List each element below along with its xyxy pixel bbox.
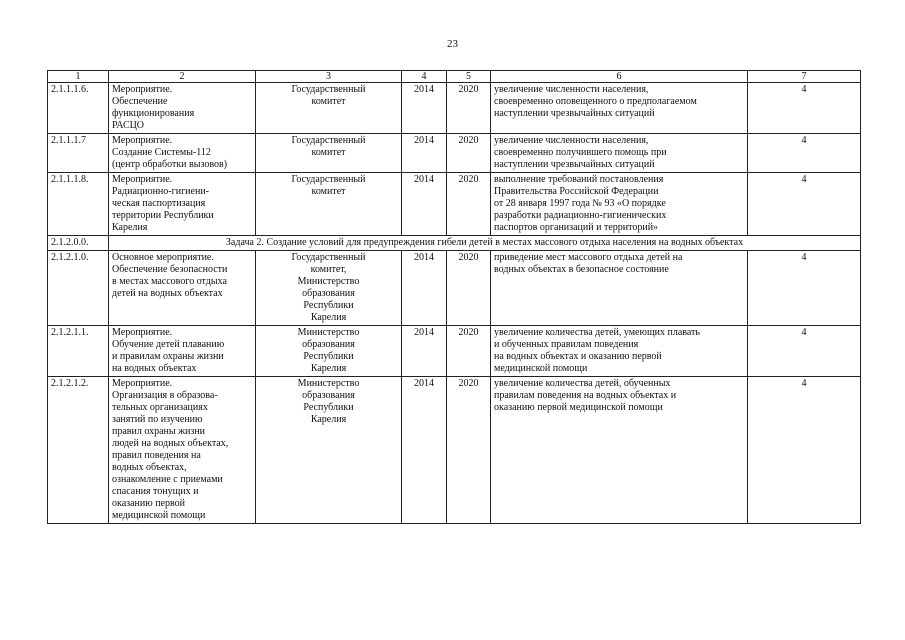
header-row (48, 71, 861, 83)
program-table (47, 70, 861, 524)
responsible-executor: Государственный комитет (256, 83, 402, 134)
table-body (48, 83, 861, 524)
end-year: 2020 (447, 251, 491, 326)
indicator-relation: 4 (748, 83, 861, 134)
column-header: 7 (748, 71, 861, 83)
column-header: 5 (447, 71, 491, 83)
task-title: Задача 2. Создание условий для предупреждения гибели детей в местах массового отдыха населения на водных объектах (109, 236, 861, 251)
target-indicator: увеличение численности населения, своевременно оповещенного о предполагаемом наступлении чрезвычайных ситуаций (491, 83, 748, 134)
activity-name: Мероприятие. Организация в образова- тельных организациях занятий по изучению правил охраны жизни людей на водных объектах, правил поведения на водных объектах, ознакомление с приемами спасания тонущих и оказанию первой медицинской помощи (109, 377, 256, 524)
task-row (48, 236, 861, 251)
start-year: 2014 (402, 134, 447, 173)
target-indicator: увеличение численности населения, своевременно получившего помощь при наступлении чрезвычайных ситуаций (491, 134, 748, 173)
start-year: 2014 (402, 326, 447, 377)
target-indicator: выполнение требований постановления Правительства Российской Федерации от 28 января 1997 года № 93 «О порядке разработки радиационно-гигиенических паспортов организаций и территорий» (491, 173, 748, 236)
activity-name: Мероприятие. Радиационно-гигиени- ческая паспортизация территории Республики Карелия (109, 173, 256, 236)
table-row (48, 83, 861, 134)
column-header: 4 (402, 71, 447, 83)
row-number: 2.1.2.1.2. (48, 377, 109, 524)
activity-name: Основное мероприятие. Обеспечение безопасности в местах массового отдыха детей на водных объектах (109, 251, 256, 326)
activity-name: Мероприятие. Создание Системы-112 (центр обработки вызовов) (109, 134, 256, 173)
end-year: 2020 (447, 134, 491, 173)
indicator-relation: 4 (748, 173, 861, 236)
activity-name: Мероприятие. Обеспечение функционирования РАСЦО (109, 83, 256, 134)
start-year: 2014 (402, 377, 447, 524)
row-number: 2.1.1.1.7 (48, 134, 109, 173)
row-number: 2.1.1.1.6. (48, 83, 109, 134)
target-indicator: увеличение количества детей, обученных правилам поведения на водных объектах и оказанию первой медицинской помощи (491, 377, 748, 524)
start-year: 2014 (402, 173, 447, 236)
table-row (48, 134, 861, 173)
table-row (48, 377, 861, 524)
responsible-executor: Министерство образования Республики Карелия (256, 377, 402, 524)
indicator-relation: 4 (748, 377, 861, 524)
page-number: 23 (447, 38, 458, 50)
end-year: 2020 (447, 326, 491, 377)
end-year: 2020 (447, 173, 491, 236)
table-row (48, 173, 861, 236)
target-indicator: приведение мест массового отдыха детей на водных объектах в безопасное состояние (491, 251, 748, 326)
responsible-executor: Государственный комитет (256, 134, 402, 173)
indicator-relation: 4 (748, 134, 861, 173)
start-year: 2014 (402, 83, 447, 134)
column-header: 1 (48, 71, 109, 83)
indicator-relation: 4 (748, 251, 861, 326)
row-number: 2.1.2.0.0. (48, 236, 109, 251)
column-header: 3 (256, 71, 402, 83)
table-row (48, 251, 861, 326)
row-number: 2.1.1.1.8. (48, 173, 109, 236)
activity-name: Мероприятие. Обучение детей плаванию и правилам охраны жизни на водных объектах (109, 326, 256, 377)
responsible-executor: Министерство образования Республики Карелия (256, 326, 402, 377)
end-year: 2020 (447, 377, 491, 524)
responsible-executor: Государственный комитет, Министерство образования Республики Карелия (256, 251, 402, 326)
row-number: 2.1.2.1.0. (48, 251, 109, 326)
start-year: 2014 (402, 251, 447, 326)
column-header: 6 (491, 71, 748, 83)
row-number: 2.1.2.1.1. (48, 326, 109, 377)
responsible-executor: Государственный комитет (256, 173, 402, 236)
end-year: 2020 (447, 83, 491, 134)
column-header: 2 (109, 71, 256, 83)
target-indicator: увеличение количества детей, умеющих плавать и обученных правилам поведения на водных объектах и оказанию первой медицинской помощи (491, 326, 748, 377)
indicator-relation: 4 (748, 326, 861, 377)
table-row (48, 326, 861, 377)
